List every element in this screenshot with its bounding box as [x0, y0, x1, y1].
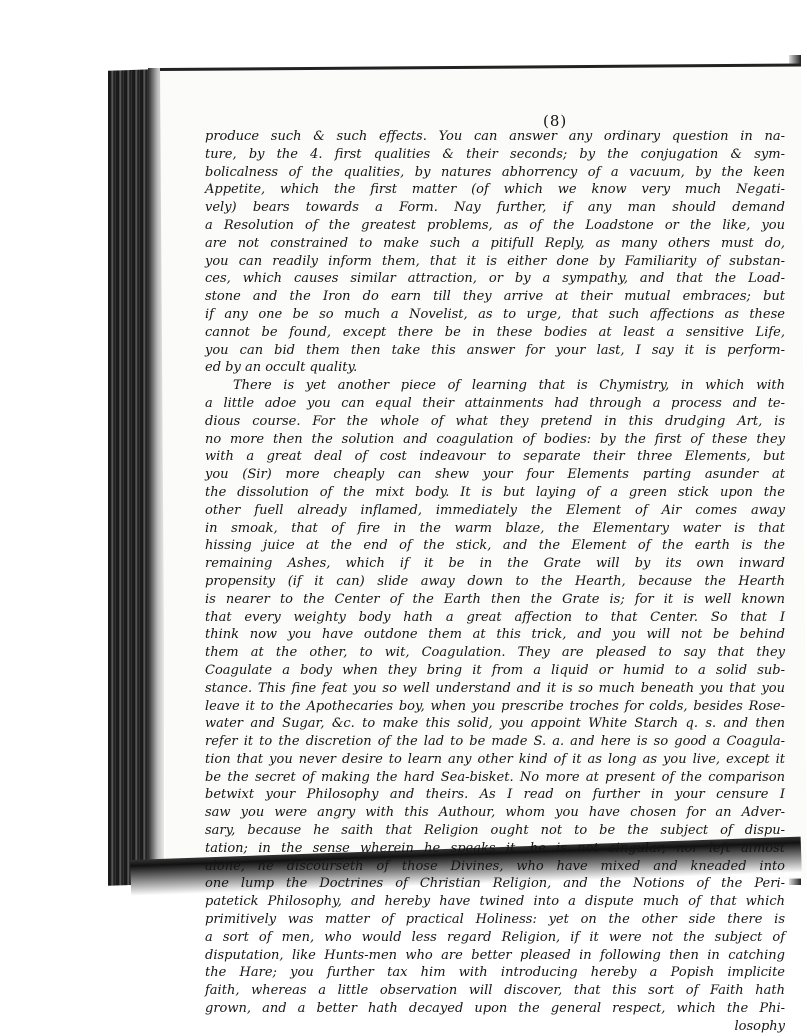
text-line: in smoak, that of fire in the warm blaze, the Elementary water is that	[205, 520, 785, 536]
text-line: water and Sugar, &c. to make this solid, you appoint White Starch q. s. and then	[205, 716, 785, 732]
text-line: hissing juice at the end of the stick, and the Element of the earth is the	[205, 538, 785, 554]
text-line: if any one be so much a Novelist, as to urge, that such affections as these	[205, 306, 785, 322]
page-number: (8)	[543, 112, 568, 130]
text-line: ed by an occult quality.	[205, 360, 358, 376]
text-line: think now you have outdone them at this trick, and you will not be behind	[205, 627, 785, 643]
text-line: the dissolution of the mixt body. It is but laying of a green stick upon the	[205, 484, 785, 500]
text-line: stance. This fine feat you so well understand and it is so much beneath you that you	[205, 680, 785, 696]
text-line: other fuell already inflamed, immediately the Element of Air comes away	[205, 502, 785, 518]
text-line: you (Sir) more cheaply can shew your four Elements parting asunder at	[205, 467, 785, 483]
text-line: no more then the solution and coagulation of bodies: by the first of these they	[205, 431, 785, 447]
text-line: cannot be found, except there be in these bodies at least a sensitive Life,	[205, 324, 785, 340]
text-line: them at the other, to wit, Coagulation. They are pleased to say that they	[205, 645, 785, 661]
text-line: produce such & such effects. You can answer any ordinary question in na-	[205, 129, 785, 144]
text-line: disputation, like Hunts-men who are better pleased in following then in catching	[205, 947, 785, 963]
text-line: bolicalness of the qualities, by natures abhorrency of a vacuum, by the keen	[205, 164, 785, 180]
text-line: primitively was matter of practical Holiness: yet on the other side there is	[205, 912, 785, 928]
text-line: tation; in the sense wherein he speaks it, he is not singular, nor left almost	[205, 840, 785, 856]
text-line: a Resolution of the greatest problems, as of the Loadstone or the like, you	[205, 217, 785, 233]
text-line: vely) bears towards a Form. Nay further, if any man should demand	[205, 200, 785, 216]
text-line: saw you were angry with this Authour, whom you have chosen for an Adver-	[205, 805, 785, 821]
text-line: propensity (if it can) slide away down to the Hearth, because the Hearth	[205, 573, 785, 589]
text-line: faith, whereas a little observation will discover, that this sort of Faith hath	[205, 983, 785, 999]
text-line: grown, and a better hath decayed upon the general respect, which the Phi-	[205, 1001, 785, 1017]
text-line: you can readily inform them, that it is either done by Familiarity of substan-	[205, 253, 785, 269]
text-line: Appetite, which the first matter (of which we know very much Negati-	[205, 182, 785, 198]
text-line: remaining Ashes, which if it be in the Grate will by its own inward	[205, 556, 785, 572]
text-line: tion that you never desire to learn any other kind of it as long as you live, except it	[205, 751, 785, 767]
text-line: ces, which causes similar attraction, or by a sympathy, and that the Load-	[205, 271, 785, 287]
text-line: refer it to the discretion of the lad to be made S. a. and here is so good a Coagula-	[205, 734, 785, 750]
text-line: a little adoe you can equal their attainments had through a process and te-	[205, 395, 785, 411]
text-line: losophy	[734, 1018, 785, 1034]
text-line: There is yet another piece of learning that is Chymistry, in which with	[233, 378, 785, 394]
text-line: Coagulate a body when they bring it from a liquid or humid to a solid sub-	[205, 662, 785, 678]
text-line: the Hare; you further tax him with introducing hereby a Popish implicite	[205, 965, 785, 981]
text-line: are not constrained to make such a pitifull Reply, as many others must do,	[205, 235, 785, 251]
text-line: you can bid them then take this answer for your last, I say it is perform-	[205, 342, 785, 358]
text-line: ture, by the 4. first qualities & their seconds; by the conjugation & sym-	[205, 146, 785, 162]
text-line: one lump the Doctrines of Christian Religion, and the Notions of the Peri-	[205, 876, 785, 892]
body-text	[205, 128, 785, 1036]
text-line: is nearer to the Center of the Earth then the Grate is; for it is well known	[205, 591, 785, 607]
book-spine-edge	[108, 69, 152, 886]
text-line: with a great deal of cost indeavour to separate their three Elements, but	[205, 449, 785, 465]
text-line: alone, he discourseth of those Divines, who have mixed and kneaded into	[205, 858, 785, 874]
text-line: sary, because he saith that Religion ought not to be the subject of dispu-	[205, 823, 785, 839]
text-line: stone and the Iron do earn till they arrive at their mutual embraces; but	[205, 289, 785, 305]
text-line: dious course. For the whole of what they pretend in this drudging Art, is	[205, 413, 785, 429]
text-line: be the secret of making the hard Sea-bisket. No more at present of the comparison	[205, 769, 785, 785]
text-line: a sort of men, who would less regard Religion, if it were not the subject of	[205, 929, 785, 945]
text-line: patetick Philosophy, and hereby have twined into a dispute much of that which	[205, 894, 785, 910]
text-line: betwixt your Philosophy and theirs. As I read on further in your censure I	[205, 787, 785, 803]
text-line: that every weighty body hath a great affection to that Center. So that I	[205, 609, 785, 625]
text-line: leave it to the Apothecaries boy, when you prescribe troches for colds, besides Rose-	[205, 698, 785, 714]
